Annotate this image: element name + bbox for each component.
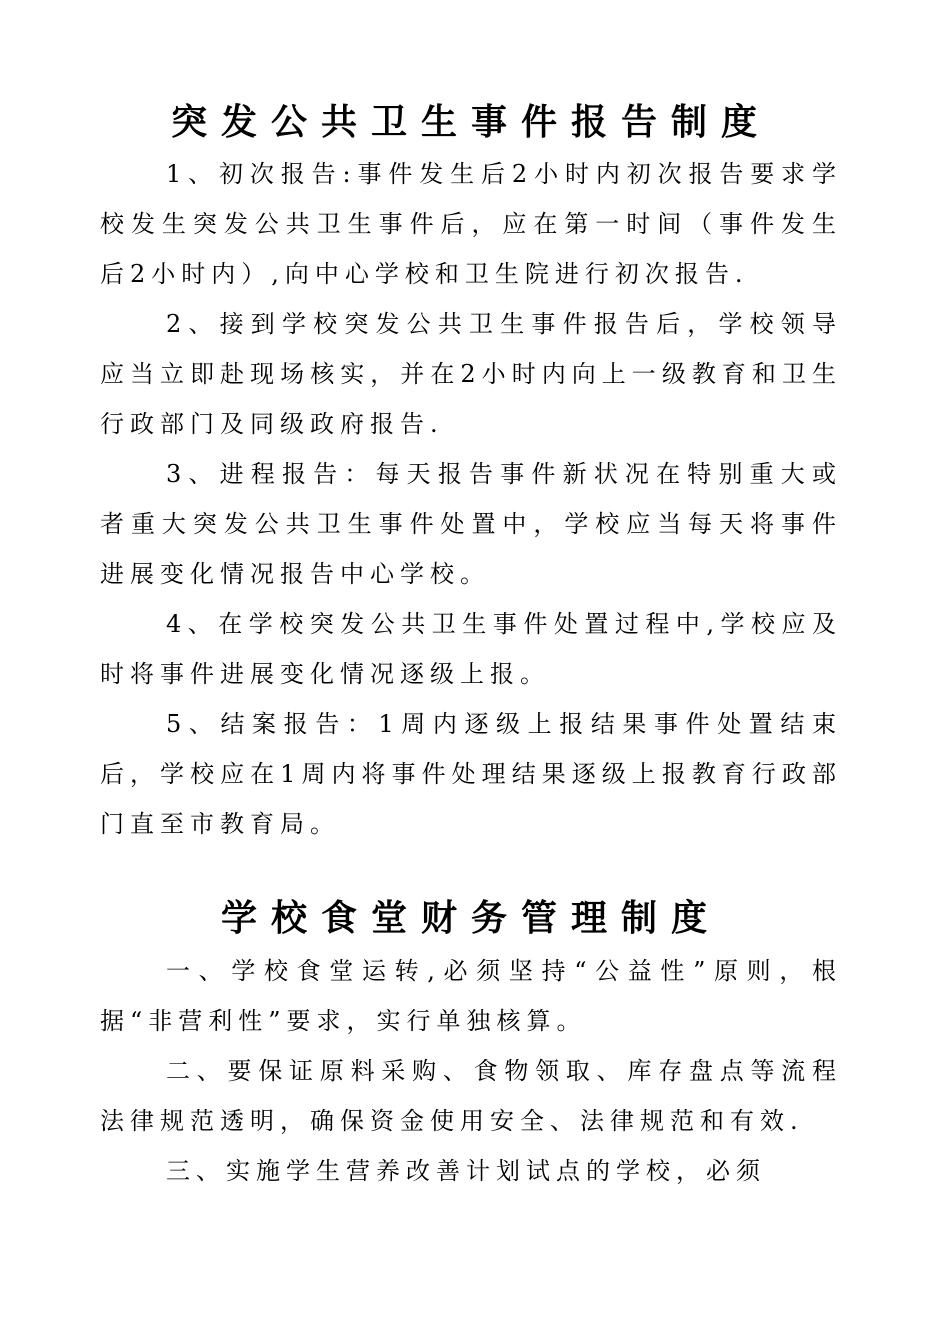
paragraph: 4、在学校突发公共卫生事件处置过程中,学校应及时将事件进展变化情况逐级上报。 [100, 610, 842, 688]
section-body-canteen-finance [100, 946, 842, 1196]
section-body-public-health [100, 149, 842, 849]
section-title-canteen-finance: 学校食堂财务管理制度 [220, 898, 721, 939]
paragraph: 3、进程报告：每天报告事件新状况在特别重大或者重大突发公共卫生事件处置中，学校应当每天将事件进展变化情况报告中心学校。 [100, 460, 842, 588]
paragraph: 5、结案报告：1周内逐级上报结果事件处置结束后，学校应在1周内将事件处理结果逐级上报教育行政部门直至市教育局。 [100, 710, 842, 838]
paragraph: 2、接到学校突发公共卫生事件报告后，学校领导应当立即赴现场核实，并在2小时内向上一级教育和卫生行政部门及同级政府报告. [100, 310, 842, 438]
paragraph: 一、学校食堂运转,必须坚持“公益性”原则，根据“非营利性”要求，实行单独核算。 [100, 957, 842, 1035]
paragraph: 1、初次报告:事件发生后2小时内初次报告要求学校发生突发公共卫生事件后，应在第一时间（事件发生后2小时内）,向中心学校和卫生院进行初次报告. [100, 160, 842, 288]
paragraph: 二、要保证原料采购、食物领取、库存盘点等流程法律规范透明，确保资金使用安全、法律规范和有效. [100, 1057, 842, 1135]
section-title-public-health: 突发公共卫生事件报告制度 [170, 102, 771, 143]
paragraph: 三、实施学生营养改善计划试点的学校，必须 [166, 1157, 766, 1185]
